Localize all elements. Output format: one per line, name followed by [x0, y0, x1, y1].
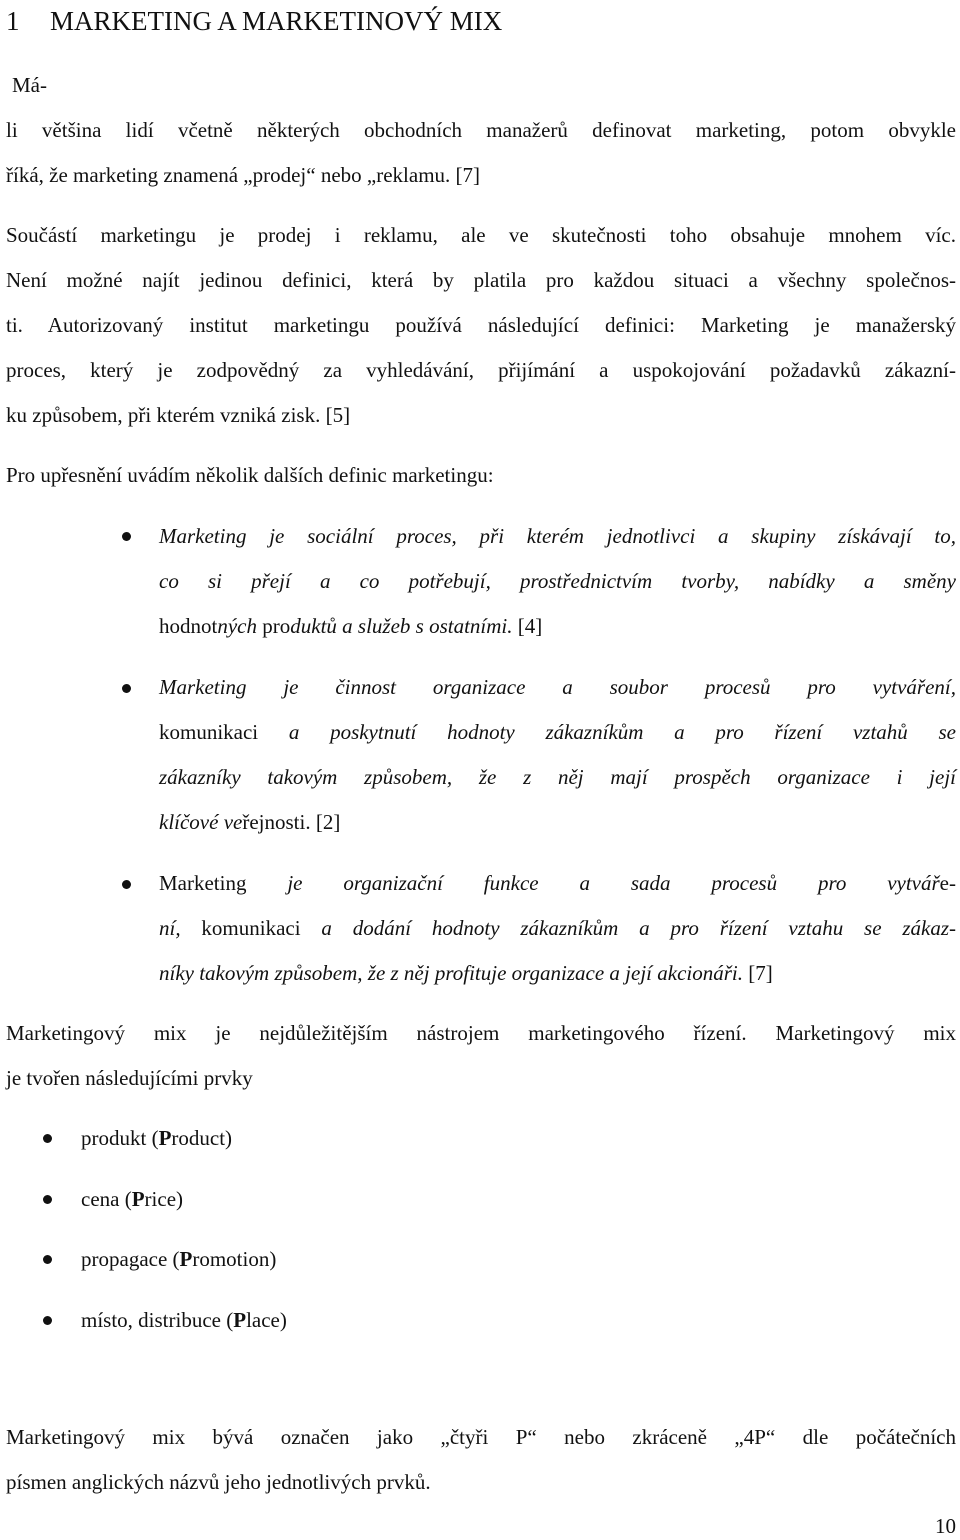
mix-item-place: místo, distribuce (Place) [81, 1308, 287, 1332]
para1-line-2: Není možné najít jedinou definici, která by platila pro každou situaci a všechny společnos- [6, 268, 956, 292]
mix-item-product: produkt (Product) [81, 1126, 233, 1150]
bullet-icon [43, 1255, 52, 1264]
definition-2-line-4: klíčové veřejnosti. [2] [159, 810, 341, 834]
definition-3-line-2: ní, komunikaci a dodání hodnoty zákazníkům a pro řízení vztahu se zákaz- [159, 916, 956, 940]
bullet-icon [122, 880, 131, 889]
chapter-number: 1 [6, 6, 20, 36]
definition-1-line-2: co si přejí a co potřebují, prostřednictvím tvorby, nabídky a směny [159, 569, 956, 593]
chapter-title: MARKETING A MARKETINOVÝ MIX [50, 6, 503, 36]
bullet-icon [43, 1316, 52, 1325]
para1-line-1: Součástí marketingu je prodej i reklamu, ale ve skutečnosti toho obsahuje mnohem víc. [6, 223, 956, 247]
bullet-icon [122, 684, 131, 693]
definition-2-line-1: Marketing je činnost organizace a soubor procesů pro vytváření, [159, 675, 956, 699]
definition-3-line-3: níky takovým způsobem, že z něj profituje organizace a její akcionáři. [7] [159, 961, 773, 985]
para1-line-3: ti. Autorizovaný institut marketingu používá následující definici: Marketing je manažerský [6, 313, 956, 337]
para1-line-5: ku způsobem, při kterém vzniká zisk. [5] [6, 403, 351, 427]
bullet-icon [43, 1195, 52, 1204]
definitions-intro: Pro upřesnění uvádím několik dalších definic marketingu: [6, 463, 494, 487]
definition-1-line-3: hodnotných produktů a služeb s ostatními. [4] [159, 614, 543, 638]
mix-intro-line-1: Marketingový mix je nejdůležitějším nástrojem marketingového řízení. Marketingový mix [6, 1021, 956, 1045]
definition-3-line-1: Marketing je organizační funkce a sada procesů pro vytváře- [159, 871, 956, 895]
mix-item-promotion: propagace (Promotion) [81, 1247, 277, 1271]
definition-1-line-1: Marketing je sociální proces, při kterém jednotlivci a skupiny získávají to, [159, 524, 956, 548]
mix-intro-line-2: je tvořen následujícími prvky [6, 1066, 253, 1090]
closing-line-1: Marketingový mix bývá označen jako „čtyři P“ nebo zkráceně „4P“ dle počátečních [6, 1425, 956, 1449]
para1-line-4: proces, který je zodpovědný za vyhledávání, přijímání a uspokojování požadavků zákazní- [6, 358, 956, 382]
definition-2-line-3: zákazníky takovým způsobem, že z něj mají prospěch organizace i její [159, 765, 956, 789]
intro-line-0: Má- [12, 73, 47, 97]
chapter-heading [6, 2, 502, 40]
closing-line-2: písmen anglických názvů jeho jednotlivých prvků. [6, 1470, 431, 1494]
page-number: 10 [935, 1514, 956, 1538]
intro-line-2: říká, že marketing znamená „prodej“ nebo „reklamu. [7] [6, 163, 481, 187]
bullet-icon [43, 1134, 52, 1143]
mix-item-price: cena (Price) [81, 1187, 184, 1211]
definition-2-line-2: komunikaci a poskytnutí hodnoty zákazníkům a pro řízení vztahů se [159, 720, 956, 744]
bullet-icon [122, 532, 131, 541]
intro-line-1: li většina lidí včetně některých obchodních manažerů definovat marketing, potom obvykle [6, 118, 956, 142]
